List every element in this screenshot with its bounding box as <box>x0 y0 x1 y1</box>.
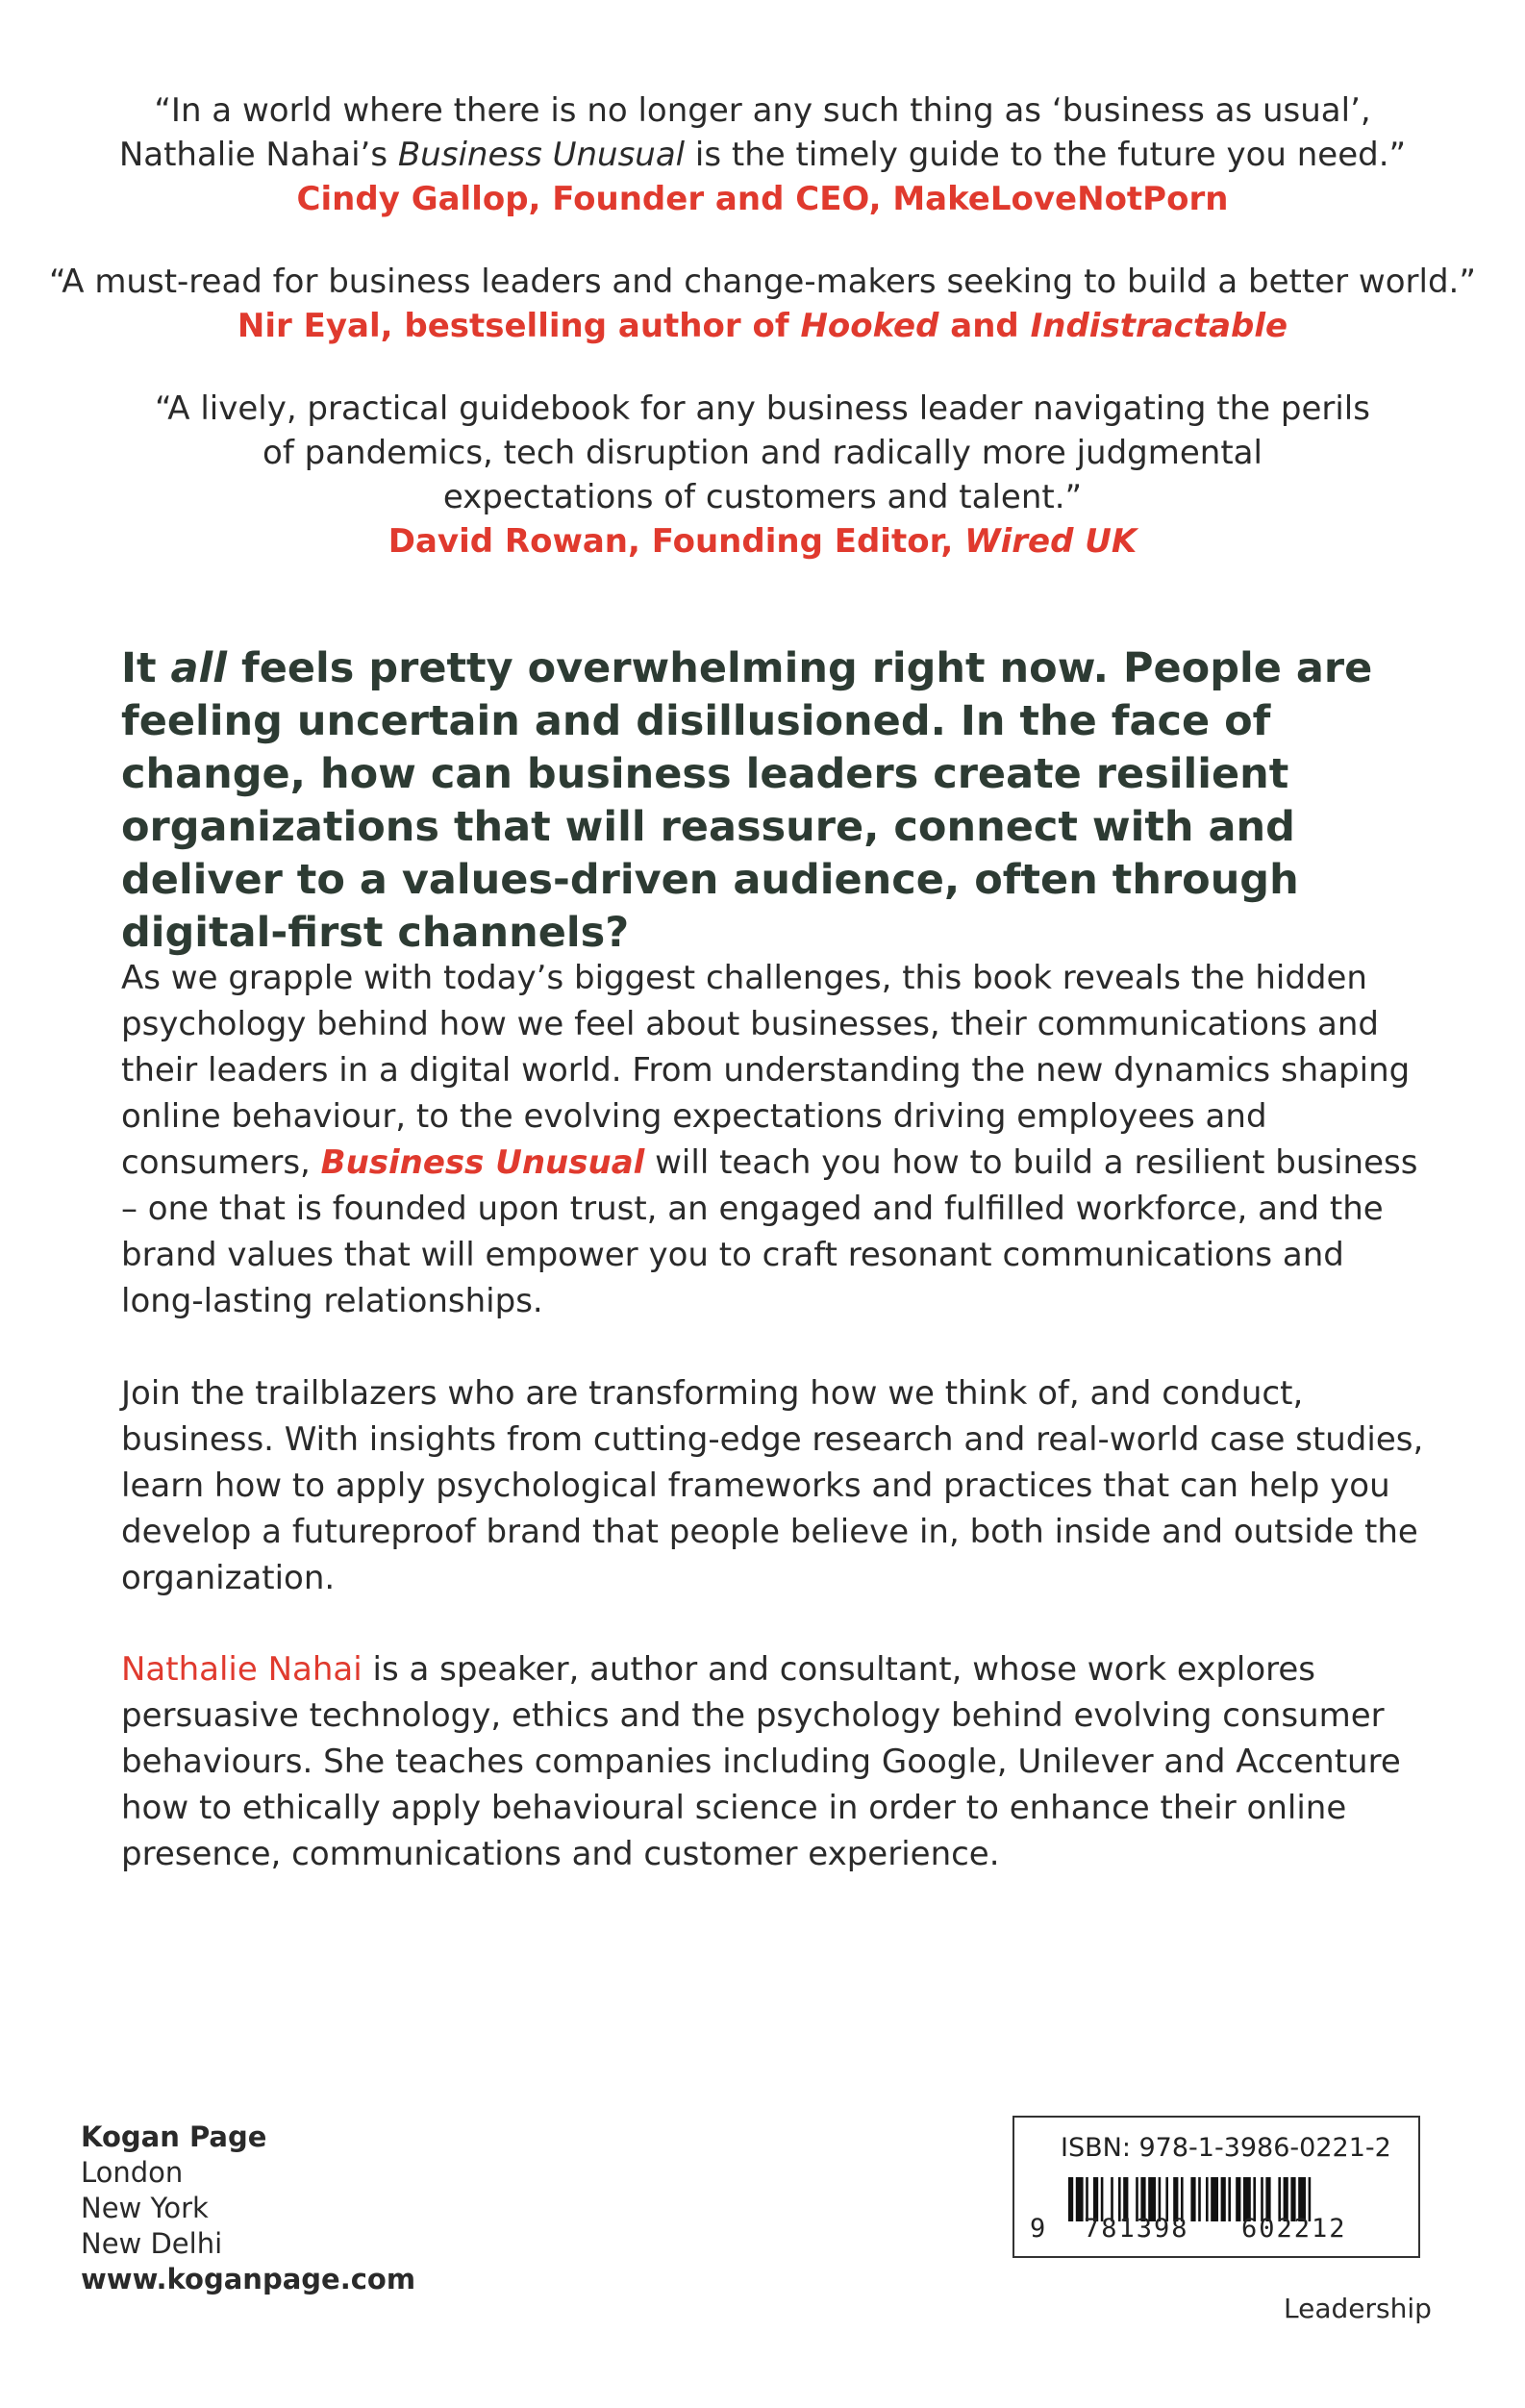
publisher-info <box>81 2120 415 2297</box>
publisher-city: New York <box>81 2192 209 2224</box>
endorsement-rowan <box>0 387 1525 564</box>
call-to-action-paragraph: Join the trailblazers who are transforming how we think of, and conduct, business. With insights from cutting-edge research and real-world case studies, learn how to apply psychological frameworks and practices that can help you develop a futureproof brand that people believe in, both inside and outside the organization. <box>121 1374 1424 1597</box>
quote-line: “A must-read for business leaders and change-makers seeking to build a better world.” <box>49 263 1476 301</box>
headline-text: It <box>121 644 171 692</box>
quote-attribution <box>0 519 1525 564</box>
headline-emphasis: all <box>170 644 228 692</box>
barcode-digits: 781398 <box>1084 2214 1189 2244</box>
paragraph-text: As we grapple with today’s biggest challenges, this book reveals the hidden psychology behind how we feel about businesses, their communications and their leaders in a digital world. From understanding the new dynamics shaping online behaviour, to the evolving expectations driving employees and consumers, <box>121 959 1411 1182</box>
isbn-number: ISBN: 978-1-3986-0221-2 <box>1061 2133 1391 2163</box>
publisher-url: www.koganpage.com <box>81 2263 416 2295</box>
author-name: Nathalie Nahai <box>121 1650 362 1689</box>
quote-line: of pandemics, tech disruption and radically more judgmental <box>262 434 1262 472</box>
attribution-text: and <box>938 307 1031 345</box>
book-title: Indistractable <box>1030 307 1288 345</box>
quote-attribution: Cindy Gallop, Founder and CEO, MakeLoveNotPorn <box>296 180 1229 218</box>
attribution-text: Nir Eyal, bestselling author of <box>237 307 801 345</box>
barcode-digits: 602212 <box>1241 2214 1347 2244</box>
author-bio <box>121 1646 1429 1877</box>
publication-title: Wired UK <box>964 522 1138 561</box>
endorsement-eyal <box>0 260 1525 348</box>
headline <box>121 642 1410 960</box>
quote-attribution <box>0 304 1525 348</box>
publisher-city: London <box>81 2156 184 2189</box>
book-title: Hooked <box>800 307 939 345</box>
quote-line: expectations of customers and talent.” <box>442 478 1083 516</box>
isbn-barcode-box <box>1012 2116 1420 2258</box>
publisher-city: New Delhi <box>81 2227 223 2260</box>
quote-line: “In a world where there is no longer any such thing as ‘business as usual’, <box>154 91 1371 130</box>
quote-text: is the timely guide to the future you need.” <box>685 136 1407 174</box>
headline-text: feels pretty overwhelming right now. People are feeling uncertain and disillusioned. In the face of change, how can business leaders create resilient organizations that will reassure, connect with and deliver to a values-driven audience, often through digital-first channels? <box>121 644 1373 957</box>
bio-text: is a speaker, author and consultant, whose work explores persuasive technology, ethics and the psychology behind evolving consumer behaviours. She teaches companies including Google, Unilever and Accenture how to ethically apply behavioural science in order to enhance their online presence, communications and customer experience. <box>121 1650 1401 1873</box>
quote-text: Nathalie Nahai’s <box>118 136 398 174</box>
book-title-highlight: Business Unusual <box>320 1143 645 1182</box>
publisher-name: Kogan Page <box>81 2120 267 2153</box>
attribution-text: David Rowan, Founding Editor, <box>388 522 965 561</box>
quote-line: “A lively, practical guidebook for any business leader navigating the perils <box>155 389 1370 428</box>
endorsement-gallop <box>0 88 1525 221</box>
description-paragraph <box>121 955 1429 1324</box>
quote-line <box>0 133 1525 177</box>
endorsements <box>0 88 1525 602</box>
barcode-digit: 9 <box>1030 2214 1048 2244</box>
paragraph-text: will teach you how to build a resilient business – one that is founded upon trust, an engaged and fulfilled workforce, and the brand values that will empower you to craft resonant communications and long-lasting relationships. <box>121 1143 1418 1320</box>
book-title: Business Unusual <box>397 136 686 174</box>
category-label: Leadership <box>1284 2293 1432 2324</box>
